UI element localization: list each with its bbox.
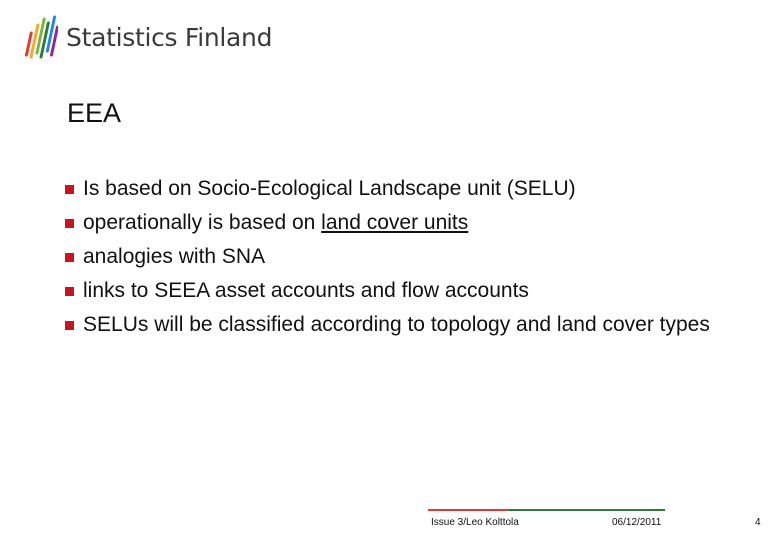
bullet-item: [60, 175, 720, 203]
logo-mark-icon: [24, 15, 58, 59]
bullet-square-icon: [65, 287, 74, 296]
bullet-text: Is based on Socio-Ecological Landscape unit (SELU): [83, 177, 576, 200]
statistics-finland-logo: [24, 14, 272, 60]
bullet-text: analogies with SNA: [83, 245, 266, 268]
bullet-square-icon: [65, 253, 74, 262]
slide-title: EEA: [67, 98, 122, 128]
bullet-item: [60, 209, 720, 237]
bullet-text: links to SEEA asset accounts and flow accounts: [83, 279, 529, 302]
bullet-text: SELUs will be classified according to topology and land cover types: [83, 313, 710, 336]
bullet-item: [60, 277, 720, 305]
bullet-list: [60, 175, 720, 345]
bullet-square-icon: [65, 321, 74, 330]
footer-date: 06/12/2011: [612, 517, 662, 528]
bullet-item: [60, 311, 720, 339]
bullet-square-icon: [65, 219, 74, 228]
bullet-item: [60, 243, 720, 271]
footer-divider: [428, 509, 665, 511]
page-number: 4: [755, 517, 761, 528]
bullet-square-icon: [65, 185, 74, 194]
footer-author: Issue 3/Leo Kolttola: [431, 517, 519, 528]
land-cover-units-link[interactable]: land cover units: [321, 211, 469, 234]
brand-name: Statistics Finland: [66, 22, 273, 52]
bullet-text: operationally is based on: [83, 211, 322, 234]
